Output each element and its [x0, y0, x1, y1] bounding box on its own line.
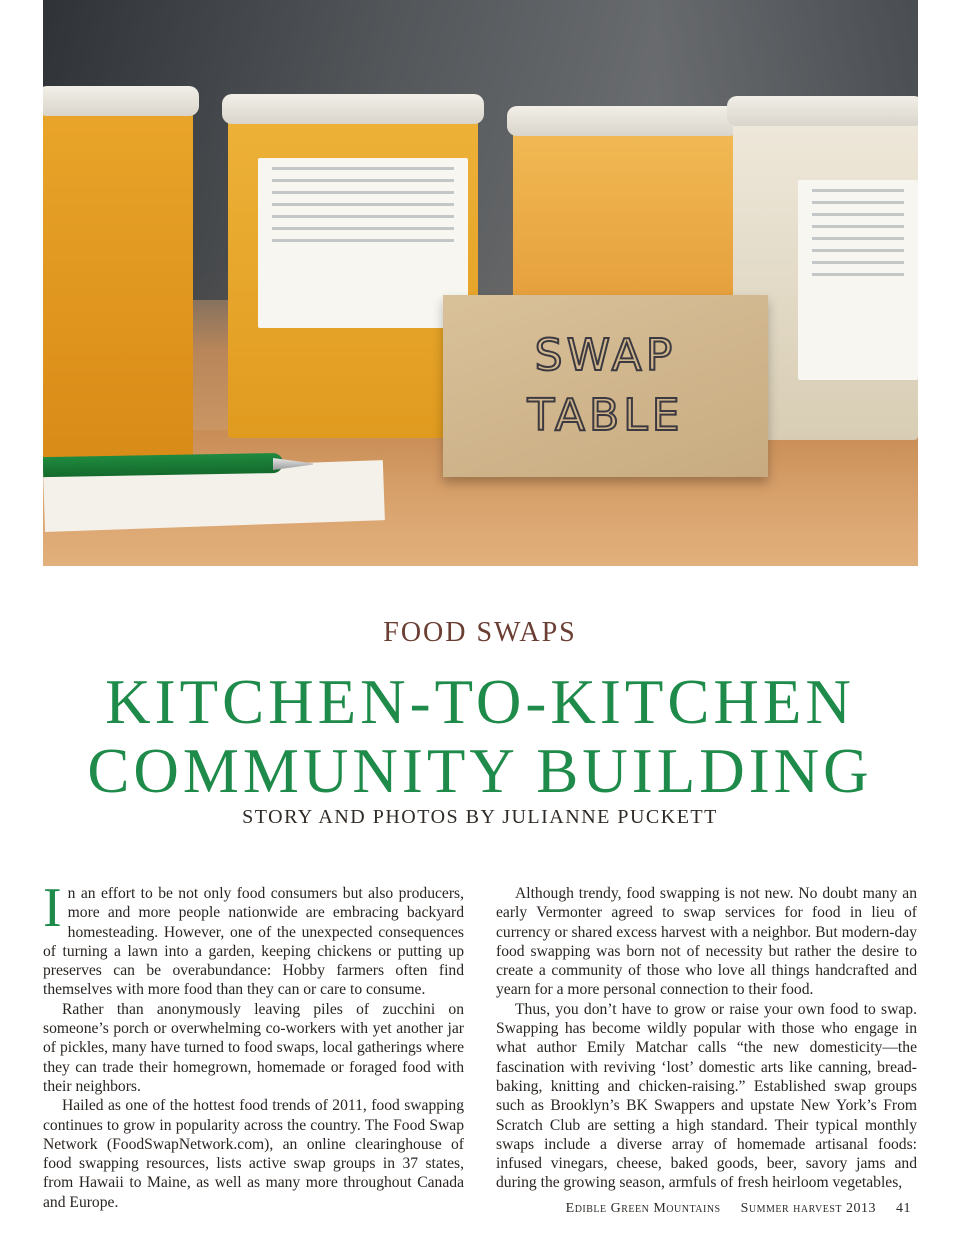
paragraph: Rather than anonymously leaving piles of zucchini on someone’s porch or overwhelming co-workers with yet another jar of pickles, many have turned to food swaps, local gatherings where they can trade their homegrown, homemade or foraged food with their neighbors. — [43, 1000, 464, 1095]
swap-table-card — [443, 295, 768, 477]
paragraph: Hailed as one of the hottest food trends of 2011, food swapping continues to grow in popularity across the country. The Food Swap Network (FoodSwapNetwork.com), an online clearinghouse of food swapping resources, lists active swap groups in 37 states, from Hawaii to Maine, as well as many more throughout Canada and Europe. — [43, 1097, 464, 1211]
paragraph: Thus, you don’t have to grow or raise your own food to swap. Swapping has become wildly popular with those who engage in what author Emily Matchar calls “the new domesticity—the fascination with reviving ‘lost’ domestic arts like canning, bread-baking, knitting and chicken-raising.” Established swap groups such as Brooklyn’s BK Swappers and upstate New York’s From Scratch Club are setting a high standard. Their typical monthly swaps include a diverse array of homemade artisanal foods: infused vinegars, cheese, baked goods, beer, savory jams and during the growing season, armfuls of fresh heirloom vegetables, — [496, 1000, 917, 1192]
byline: STORY AND PHOTOS BY JULIANNE PUCKETT — [242, 806, 718, 828]
issue-name: Summer harvest 2013 — [740, 1201, 876, 1216]
body-column-right — [496, 884, 917, 1193]
jar-orange-left — [43, 100, 193, 460]
section-kicker: FOOD SWAPS — [383, 617, 577, 648]
hero-photo — [43, 0, 918, 566]
drop-cap: I — [43, 877, 62, 939]
paragraph-text: n an effort to be not only food consumers but also producers, more and more people nationwide are embracing backyard homesteading. However, one of the unexpected consequences of turning a lawn into a garden, keeping chickens or putting up preserves can be overabundance: Hobby farmers often find themselves with more food than they can or care to consume. — [43, 885, 464, 999]
paragraph: Although trendy, food swapping is not new. No doubt many an early Vermonter agreed to swap services for food in lieu of currency or shared excess harvest with a neighbor. But modern-day food swapping was born not of necessity but rather the desire to create a community of those who love all things handcrafted and yearn for a more personal connection to their food. — [496, 885, 917, 999]
body-column-left — [43, 877, 464, 1212]
title-line-2: COMMUNITY BUILDING — [87, 736, 873, 806]
page-footer — [550, 1201, 911, 1217]
page-number: 41 — [896, 1201, 911, 1216]
jar-soup — [513, 120, 733, 320]
green-pen — [43, 453, 283, 477]
article-title — [0, 668, 960, 806]
title-line-1: KITCHEN-TO-KITCHEN — [105, 667, 855, 737]
card-line-1: SWAP — [534, 330, 677, 381]
publication-name: Edible Green Mountains — [565, 1201, 721, 1216]
paragraph — [43, 877, 464, 1000]
jar-orange-center — [228, 108, 478, 438]
card-line-2: TABLE — [527, 390, 684, 441]
